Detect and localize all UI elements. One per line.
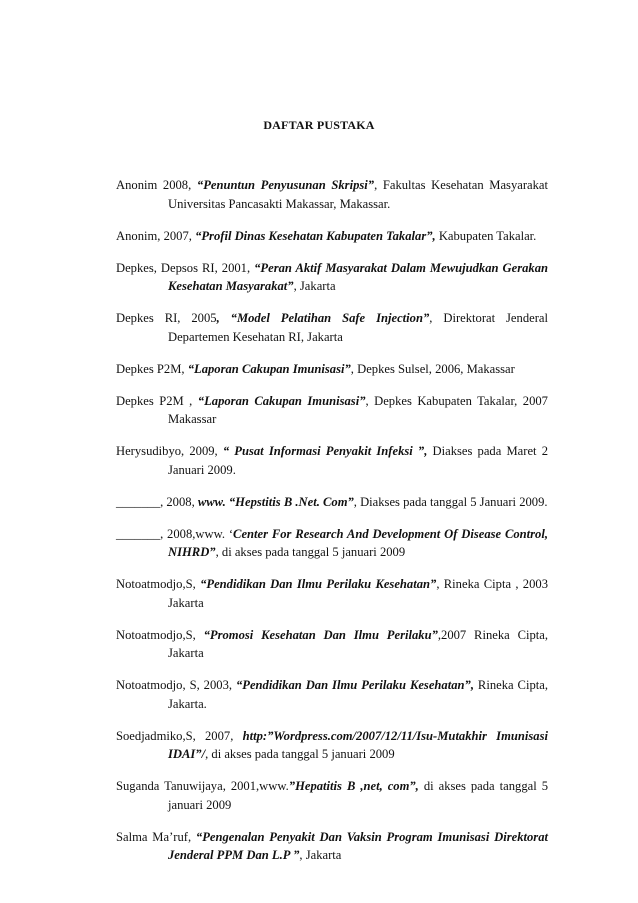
reference-title: “Penuntun Penyusunan Skripsi” (196, 178, 375, 192)
reference-title: “Promosi Kesehatan Dan Ilmu Perilaku” (203, 627, 438, 642)
reference-title: “Pendidikan Dan Ilmu Perilaku Kesehatan” (200, 577, 437, 591)
reference-author: Notoatmodjo, S, 2003, (116, 678, 236, 692)
reference-publisher: , Depkes Kabupaten Takalar, 2007 Makassar (168, 393, 548, 426)
reference-publisher: , Depkes Sulsel, 2006, Makassar (350, 361, 515, 376)
reference-author: _______, 2008, (116, 494, 198, 509)
reference-publisher: ,2007 Rineka Cipta, Jakarta (168, 627, 548, 660)
reference-item (116, 777, 548, 814)
page-title: DAFTAR PUSTAKA (263, 118, 375, 132)
reference-publisher: Kabupaten Takalar. (435, 228, 537, 243)
reference-author: Suganda Tanuwijaya, 2001,www. (116, 779, 289, 793)
reference-item (116, 259, 548, 296)
reference-publisher: Rineka Cipta, Jakarta. (168, 678, 548, 711)
reference-title: “ Pusat Informasi Penyakit Infeksi ”, (222, 444, 428, 458)
reference-item (116, 626, 548, 663)
reference-title: “Peran Aktif Masyarakat Dalam Mewujudkan Gerakan Kesehatan Masyarakat” (168, 260, 549, 293)
reference-title: , “Model Pelatihan Safe Injection” (216, 311, 430, 325)
reference-author: Notoatmodjo,S, (116, 627, 204, 642)
reference-title: Center For Research And Development Of Disease Control, NIHRD” (168, 526, 548, 559)
reference-title: “Pendidikan Dan Ilmu Perilaku Kesehatan”, (235, 678, 474, 692)
reference-publisher: , Fakultas Kesehatan Masyarakat Universitas Pancasakti Makassar, Makassar. (168, 178, 549, 211)
reference-item (116, 525, 548, 562)
reference-author: Depkes P2M, (116, 361, 188, 376)
reference-publisher: , Diakses pada tanggal 5 Januari 2009. (353, 494, 548, 509)
reference-title: www. “Hepstitis B .Net. Com” (197, 494, 354, 509)
reference-item (116, 392, 548, 429)
reference-item (116, 360, 548, 379)
reference-item (116, 309, 548, 346)
reference-publisher: , di akses pada tanggal 5 januari 2009 (215, 545, 406, 559)
reference-author: Salma Ma’ruf, (116, 829, 196, 844)
reference-item (116, 676, 548, 713)
reference-item (116, 176, 548, 213)
reference-author: Depkes RI, 2005 (116, 311, 217, 325)
reference-author: Soedjadmiko,S, 2007, (116, 728, 243, 743)
reference-item (116, 493, 548, 512)
reference-author: Depkes P2M , (116, 393, 198, 408)
reference-author: Notoatmodjo,S, (116, 577, 201, 591)
reference-title: “Laporan Cakupan Imunisasi” (187, 361, 351, 376)
reference-title: “Pengenalan Penyakit Dan Vaksin Program Imunisasi Direktorat Jenderal PPM Dan L.P ” (168, 829, 549, 862)
reference-list (116, 176, 548, 878)
reference-item (116, 575, 548, 612)
reference-publisher: , Jakarta (293, 279, 336, 293)
reference-title: ”Hepatitis B ,net, com”, (288, 779, 419, 793)
reference-item (116, 727, 548, 764)
reference-title: “Profil Dinas Kesehatan Kabupaten Takalar”, (195, 228, 436, 243)
reference-author: _______, 2008,www. ‘ (116, 526, 234, 541)
reference-publisher: , Jakarta (299, 848, 342, 862)
reference-author: Anonim, 2007, (116, 228, 196, 243)
reference-title: “Laporan Cakupan Imunisasi” (197, 393, 366, 408)
reference-publisher: Diakses pada Maret 2 Januari 2009. (168, 444, 548, 477)
reference-author: Depkes, Depsos RI, 2001, (116, 260, 255, 275)
reference-title: http:”Wordpress.com/2007/12/11/Isu-Mutakhir Imunisasi IDAI”/ (168, 728, 548, 761)
reference-item (116, 227, 548, 246)
reference-author: Herysudibyo, 2009, (116, 444, 223, 458)
reference-publisher: , Direktorat Jenderal Departemen Kesehatan RI, Jakarta (168, 311, 548, 344)
reference-publisher: , di akses pada tanggal 5 januari 2009 (205, 747, 395, 761)
reference-item (116, 442, 548, 479)
reference-publisher: , Rineka Cipta , 2003 Jakarta (168, 577, 548, 610)
reference-author: Anonim 2008, (116, 178, 197, 192)
reference-publisher: di akses pada tanggal 5 januari 2009 (168, 779, 548, 812)
reference-item (116, 828, 548, 865)
